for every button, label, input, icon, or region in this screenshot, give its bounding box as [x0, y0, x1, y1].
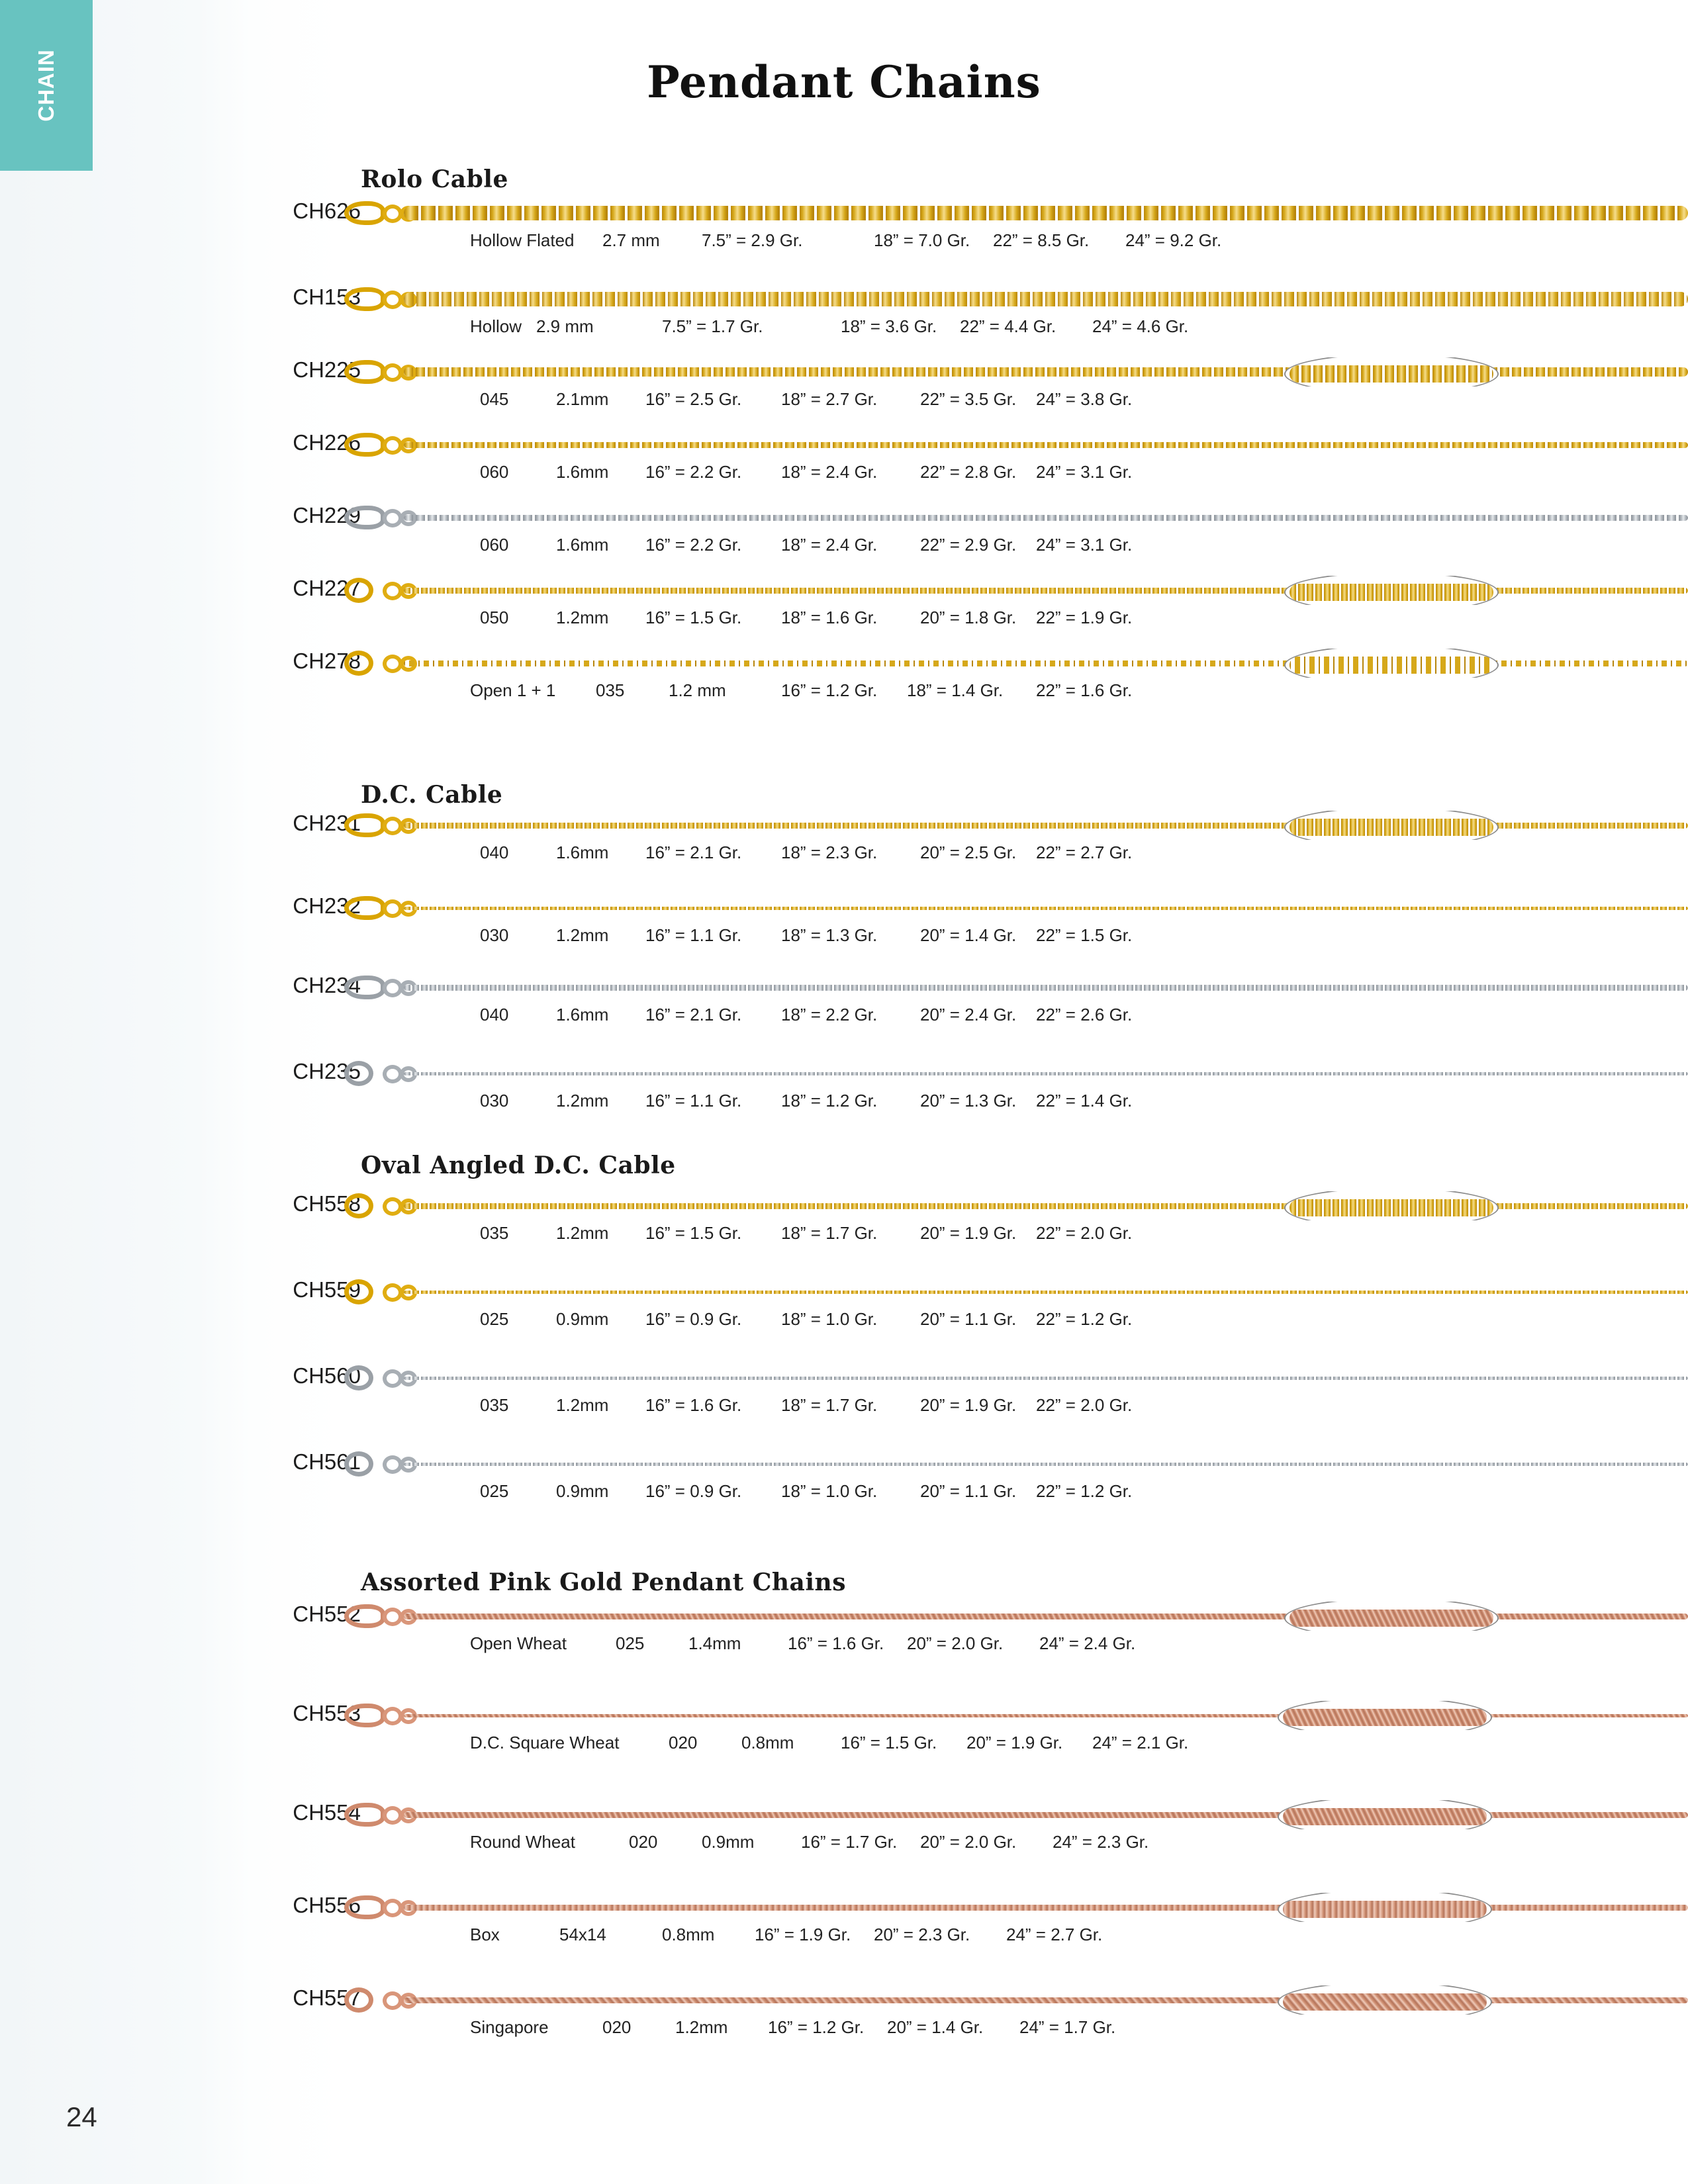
product-sku: CH556	[293, 1893, 361, 1917]
spec-cell: 20” = 1.4 Gr.	[920, 925, 1017, 945]
clasp-body	[344, 360, 385, 384]
spec-cell: 22” = 4.4 Gr.	[960, 316, 1056, 336]
product-row	[0, 893, 1688, 973]
spec-cell: 020	[602, 2017, 632, 2037]
page-title-text: Pendant Chains	[647, 56, 1041, 108]
spec-cell: Open Wheat	[470, 1633, 567, 1653]
product-row	[0, 1800, 1688, 1880]
magnified-detail-oval	[1278, 1985, 1492, 2015]
spec-line	[0, 535, 1688, 561]
product-sku: CH235	[293, 1059, 361, 1083]
product-row	[0, 1363, 1688, 1443]
spec-cell: 16” = 1.6 Gr.	[645, 1395, 742, 1415]
chain-image	[344, 1985, 1688, 2015]
spec-cell: 1.4mm	[688, 1633, 741, 1653]
product-row	[0, 1449, 1688, 1529]
spec-cell: 0.9mm	[556, 1309, 609, 1329]
product-sku: CH231	[293, 811, 361, 835]
product-sku: CH560	[293, 1363, 361, 1388]
spec-cell: 22” = 2.8 Gr.	[920, 462, 1017, 482]
magnified-detail-oval	[1278, 1800, 1492, 1829]
spec-cell: 20” = 1.9 Gr.	[920, 1223, 1017, 1243]
spec-cell: 22” = 2.9 Gr.	[920, 535, 1017, 555]
spec-cell: 2.7 mm	[602, 230, 660, 250]
spec-cell: 24” = 9.2 Gr.	[1125, 230, 1222, 250]
spec-cell: 1.6mm	[556, 842, 609, 862]
spec-line	[0, 1733, 1688, 1759]
spec-cell: 060	[480, 462, 509, 482]
chain-image	[344, 199, 1688, 228]
magnified-chain-detail	[1289, 819, 1493, 836]
chain-body	[404, 1997, 1688, 2003]
spec-cell: 22” = 8.5 Gr.	[993, 230, 1090, 250]
spec-cell: 16” = 1.5 Gr.	[645, 608, 742, 627]
spec-cell: 18” = 1.6 Gr.	[781, 608, 878, 627]
spec-cell: 18” = 2.7 Gr.	[781, 389, 878, 409]
chain-image	[344, 503, 1688, 532]
spec-cell: 22” = 2.0 Gr.	[1036, 1223, 1133, 1243]
clasp-body	[344, 976, 385, 999]
spec-cell: 22” = 1.6 Gr.	[1036, 680, 1133, 700]
product-row	[0, 1893, 1688, 1972]
chain-image	[344, 649, 1688, 678]
spec-cell: Hollow	[470, 316, 522, 336]
clasp-body	[344, 1704, 385, 1727]
product-row	[0, 1602, 1688, 1681]
clasp-body	[344, 1193, 373, 1218]
spec-cell: 16” = 1.2 Gr.	[781, 680, 878, 700]
chain-body	[404, 292, 1688, 306]
product-row	[0, 1985, 1688, 2065]
magnified-chain-detail	[1283, 1993, 1487, 2011]
magnified-detail-oval	[1284, 811, 1499, 840]
spec-cell: 16” = 2.2 Gr.	[645, 462, 742, 482]
spec-line	[0, 680, 1688, 707]
chain-image	[344, 1800, 1688, 1829]
spec-cell: 24” = 2.7 Gr.	[1006, 1925, 1103, 1944]
magnified-detail-oval	[1284, 576, 1499, 605]
spec-cell: 0.9mm	[702, 1832, 755, 1852]
spec-cell: Hollow Flated	[470, 230, 575, 250]
product-row	[0, 1059, 1688, 1138]
spec-cell: 20” = 2.0 Gr.	[907, 1633, 1004, 1653]
spec-cell: 16” = 1.9 Gr.	[755, 1925, 851, 1944]
clasp-body	[344, 1987, 373, 2013]
spec-cell: 1.6mm	[556, 462, 609, 482]
product-row	[0, 1701, 1688, 1780]
chain-body	[404, 1905, 1688, 1911]
product-sku: CH225	[293, 357, 361, 382]
spec-cell: 16” = 1.2 Gr.	[768, 2017, 865, 2037]
spec-cell: 20” = 1.1 Gr.	[920, 1309, 1017, 1329]
chain-image	[344, 893, 1688, 923]
clasp-body	[344, 651, 373, 676]
spec-cell: 16” = 2.1 Gr.	[645, 1005, 742, 1024]
clasp-body	[344, 506, 385, 529]
spec-line	[0, 1925, 1688, 1951]
spec-cell: 20” = 2.0 Gr.	[920, 1832, 1017, 1852]
product-sku: CH557	[293, 1985, 361, 2010]
chain-body	[404, 1463, 1688, 1466]
spec-cell: Round Wheat	[470, 1832, 575, 1852]
chain-body	[404, 1377, 1688, 1380]
spec-cell: 20” = 1.4 Gr.	[887, 2017, 984, 2037]
spec-cell: 16” = 1.1 Gr.	[645, 925, 742, 945]
spec-cell: 045	[480, 389, 509, 409]
magnified-detail-oval	[1284, 1191, 1499, 1220]
product-row	[0, 503, 1688, 582]
spec-line	[0, 1832, 1688, 1858]
product-sku: CH626	[293, 199, 361, 223]
chain-image	[344, 357, 1688, 387]
spec-cell: 18” = 3.6 Gr.	[841, 316, 937, 336]
spec-cell: 025	[480, 1481, 509, 1501]
clasp-body	[344, 813, 385, 837]
chain-body	[404, 1812, 1688, 1818]
spec-cell: 16” = 0.9 Gr.	[645, 1309, 742, 1329]
product-sku: CH278	[293, 649, 361, 673]
spec-cell: 22” = 3.5 Gr.	[920, 389, 1017, 409]
spec-line	[0, 1091, 1688, 1117]
spec-cell: Open 1 + 1	[470, 680, 556, 700]
clasp-body	[344, 1895, 385, 1919]
spec-cell: D.C. Square Wheat	[470, 1733, 620, 1752]
chain-image	[344, 576, 1688, 605]
clasp-body	[344, 1451, 373, 1477]
spec-cell: 24” = 2.1 Gr.	[1092, 1733, 1189, 1752]
spec-cell: 18” = 1.2 Gr.	[781, 1091, 878, 1111]
spec-cell: 1.2mm	[675, 2017, 728, 2037]
spec-cell: 035	[480, 1395, 509, 1415]
spec-line	[0, 1481, 1688, 1508]
spec-cell: 24” = 1.7 Gr.	[1019, 2017, 1116, 2037]
spec-cell: 16” = 1.7 Gr.	[801, 1832, 898, 1852]
chain-body	[404, 206, 1688, 220]
spec-cell: 035	[480, 1223, 509, 1243]
magnified-chain-detail	[1283, 1709, 1487, 1726]
spec-cell: 020	[629, 1832, 658, 1852]
spec-cell: 2.9 mm	[536, 316, 594, 336]
spec-cell: Singapore	[470, 2017, 549, 2037]
spec-cell: 18” = 1.4 Gr.	[907, 680, 1004, 700]
chain-image	[344, 1363, 1688, 1392]
spec-cell: 020	[669, 1733, 698, 1752]
spec-cell: 24” = 3.8 Gr.	[1036, 389, 1133, 409]
spec-cell: 035	[596, 680, 625, 700]
spec-line	[0, 1633, 1688, 1660]
spec-cell: 040	[480, 842, 509, 862]
chain-image	[344, 1449, 1688, 1479]
spec-cell: 030	[480, 925, 509, 945]
magnified-chain-detail	[1283, 1901, 1487, 1918]
product-sku: CH558	[293, 1191, 361, 1216]
spec-cell: 0.9mm	[556, 1481, 609, 1501]
spec-cell: 24” = 3.1 Gr.	[1036, 462, 1133, 482]
spec-cell: 18” = 2.3 Gr.	[781, 842, 878, 862]
page-title	[0, 56, 1688, 108]
spec-line	[0, 1223, 1688, 1250]
spec-cell: 54x14	[559, 1925, 606, 1944]
spec-line	[0, 462, 1688, 488]
spec-cell: 24” = 4.6 Gr.	[1092, 316, 1189, 336]
spec-line	[0, 608, 1688, 634]
spec-cell: 050	[480, 608, 509, 627]
chain-body	[404, 1072, 1688, 1075]
spec-cell: 16” = 2.5 Gr.	[645, 389, 742, 409]
clasp-body	[344, 1365, 373, 1390]
spec-cell: 16” = 2.2 Gr.	[645, 535, 742, 555]
spec-cell: 20” = 1.8 Gr.	[920, 608, 1017, 627]
product-sku: CH226	[293, 430, 361, 455]
spec-line	[0, 230, 1688, 257]
section-heading: Rolo Cable	[361, 165, 508, 193]
side-tab-label: CHAIN	[34, 49, 58, 122]
chain-body	[404, 1714, 1688, 1717]
product-row	[0, 973, 1688, 1052]
magnified-detail-oval	[1278, 1893, 1492, 1922]
spec-cell: 20” = 1.9 Gr.	[966, 1733, 1063, 1752]
product-sku: CH153	[293, 285, 361, 309]
section-heading: Oval Angled D.C. Cable	[361, 1152, 676, 1179]
magnified-detail-oval	[1284, 1602, 1499, 1631]
chain-image	[344, 811, 1688, 840]
spec-cell: 20” = 1.9 Gr.	[920, 1395, 1017, 1415]
spec-cell: 18” = 2.4 Gr.	[781, 535, 878, 555]
chain-body	[404, 907, 1688, 910]
product-row	[0, 811, 1688, 890]
spec-cell: 1.2mm	[556, 1091, 609, 1111]
product-sku: CH227	[293, 576, 361, 600]
clasp-body	[344, 578, 373, 603]
spec-cell: 1.6mm	[556, 1005, 609, 1024]
chain-image	[344, 1893, 1688, 1922]
product-sku: CH232	[293, 893, 361, 918]
page-number: 24	[66, 2101, 97, 2132]
chain-image	[344, 285, 1688, 314]
chain-body	[404, 1291, 1688, 1294]
clasp-body	[344, 1604, 385, 1628]
product-row	[0, 199, 1688, 278]
magnified-detail-oval	[1278, 1701, 1492, 1730]
spec-cell: 18” = 1.0 Gr.	[781, 1309, 878, 1329]
spec-cell: 030	[480, 1091, 509, 1111]
spec-cell: 025	[616, 1633, 645, 1653]
spec-cell: 18” = 2.4 Gr.	[781, 462, 878, 482]
chain-image	[344, 1277, 1688, 1306]
magnified-chain-detail	[1289, 1610, 1493, 1627]
product-sku: CH554	[293, 1800, 361, 1825]
product-sku: CH553	[293, 1701, 361, 1725]
chain-image	[344, 1701, 1688, 1730]
spec-cell: 22” = 1.2 Gr.	[1036, 1309, 1133, 1329]
product-sku: CH234	[293, 973, 361, 997]
spec-cell: 16” = 1.5 Gr.	[645, 1223, 742, 1243]
spec-cell: 22” = 2.0 Gr.	[1036, 1395, 1133, 1415]
chain-image	[344, 430, 1688, 459]
spec-cell: 16” = 1.5 Gr.	[841, 1733, 937, 1752]
product-row	[0, 430, 1688, 510]
clasp-body	[344, 896, 385, 920]
chain-image	[344, 973, 1688, 1002]
magnified-detail-oval	[1284, 649, 1499, 678]
magnified-chain-detail	[1283, 1808, 1487, 1825]
spec-line	[0, 1395, 1688, 1422]
product-row	[0, 1191, 1688, 1271]
spec-cell: 22” = 1.9 Gr.	[1036, 608, 1133, 627]
magnified-chain-detail	[1289, 657, 1493, 674]
product-row	[0, 576, 1688, 655]
spec-cell: 2.1mm	[556, 389, 609, 409]
spec-cell: 7.5” = 1.7 Gr.	[662, 316, 763, 336]
spec-cell: 16” = 1.1 Gr.	[645, 1091, 742, 1111]
spec-cell: 025	[480, 1309, 509, 1329]
spec-cell: 1.2mm	[556, 925, 609, 945]
section-heading: D.C. Cable	[361, 781, 503, 809]
chain-body	[404, 985, 1688, 991]
product-row	[0, 285, 1688, 364]
spec-cell: 1.2mm	[556, 1395, 609, 1415]
spec-cell: 7.5” = 2.9 Gr.	[702, 230, 803, 250]
spec-cell: 24” = 2.4 Gr.	[1039, 1633, 1136, 1653]
spec-cell: Box	[470, 1925, 500, 1944]
spec-cell: 18” = 1.7 Gr.	[781, 1395, 878, 1415]
spec-line	[0, 1309, 1688, 1336]
spec-cell: 060	[480, 535, 509, 555]
spec-cell: 20” = 1.1 Gr.	[920, 1481, 1017, 1501]
spec-cell: 16” = 2.1 Gr.	[645, 842, 742, 862]
clasp-body	[344, 1803, 385, 1827]
spec-line	[0, 389, 1688, 416]
chain-image	[344, 1191, 1688, 1220]
spec-cell: 1.2mm	[556, 1223, 609, 1243]
spec-cell: 18” = 2.2 Gr.	[781, 1005, 878, 1024]
spec-cell: 040	[480, 1005, 509, 1024]
spec-cell: 22” = 1.2 Gr.	[1036, 1481, 1133, 1501]
spec-cell: 16” = 1.6 Gr.	[788, 1633, 884, 1653]
spec-cell: 16” = 0.9 Gr.	[645, 1481, 742, 1501]
product-sku: CH561	[293, 1449, 361, 1474]
chain-image	[344, 1059, 1688, 1088]
spec-cell: 18” = 7.0 Gr.	[874, 230, 970, 250]
magnified-chain-detail	[1289, 584, 1493, 601]
chain-body	[404, 442, 1688, 448]
clasp-body	[344, 1279, 373, 1304]
section-heading: Assorted Pink Gold Pendant Chains	[361, 1569, 847, 1596]
spec-line	[0, 842, 1688, 869]
spec-cell: 18” = 1.7 Gr.	[781, 1223, 878, 1243]
product-sku: CH229	[293, 503, 361, 527]
spec-cell: 22” = 1.4 Gr.	[1036, 1091, 1133, 1111]
spec-cell: 20” = 2.4 Gr.	[920, 1005, 1017, 1024]
spec-cell: 18” = 1.0 Gr.	[781, 1481, 878, 1501]
magnified-chain-detail	[1289, 365, 1493, 383]
spec-cell: 1.2mm	[556, 608, 609, 627]
chain-body	[404, 515, 1688, 521]
spec-cell: 22” = 2.6 Gr.	[1036, 1005, 1133, 1024]
spec-cell: 20” = 2.5 Gr.	[920, 842, 1017, 862]
spec-cell: 0.8mm	[741, 1733, 794, 1752]
spec-cell: 1.2 mm	[669, 680, 726, 700]
spec-cell: 24” = 3.1 Gr.	[1036, 535, 1133, 555]
spec-cell: 20” = 1.3 Gr.	[920, 1091, 1017, 1111]
spec-cell: 18” = 1.3 Gr.	[781, 925, 878, 945]
product-sku: CH552	[293, 1602, 361, 1626]
clasp-body	[344, 201, 385, 225]
product-row	[0, 649, 1688, 728]
spec-line	[0, 316, 1688, 343]
product-row	[0, 1277, 1688, 1357]
spec-cell: 22” = 2.7 Gr.	[1036, 842, 1133, 862]
spec-cell: 22” = 1.5 Gr.	[1036, 925, 1133, 945]
product-sku: CH559	[293, 1277, 361, 1302]
spec-cell: 20” = 2.3 Gr.	[874, 1925, 970, 1944]
clasp-body	[344, 1061, 373, 1086]
magnified-detail-oval	[1284, 357, 1499, 387]
spec-line	[0, 2017, 1688, 2044]
spec-cell: 24” = 2.3 Gr.	[1053, 1832, 1149, 1852]
spec-line	[0, 1005, 1688, 1031]
spec-line	[0, 925, 1688, 952]
spec-cell: 0.8mm	[662, 1925, 715, 1944]
chain-image	[344, 1602, 1688, 1631]
product-row	[0, 357, 1688, 437]
spec-cell: 1.6mm	[556, 535, 609, 555]
magnified-chain-detail	[1289, 1199, 1493, 1216]
clasp-body	[344, 287, 385, 311]
clasp-body	[344, 433, 385, 457]
